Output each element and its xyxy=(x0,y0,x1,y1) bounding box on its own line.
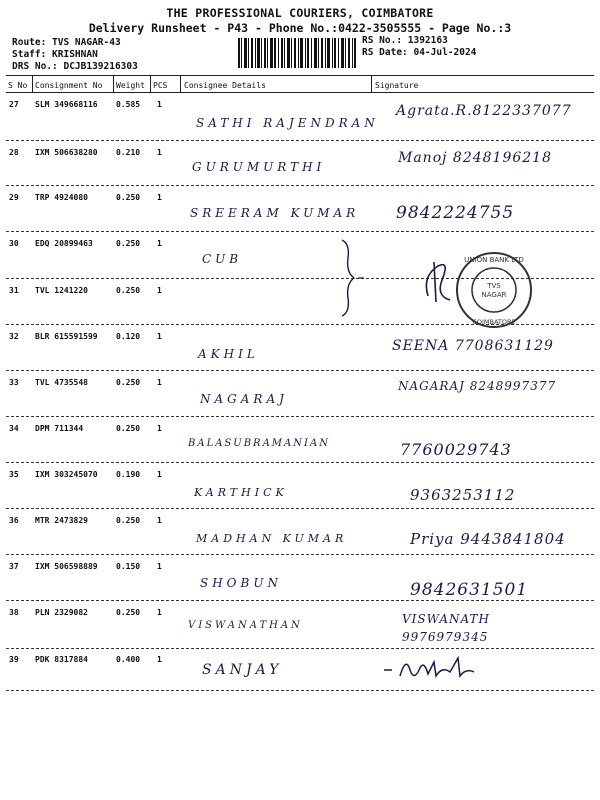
row-weight: 0.190 xyxy=(116,470,141,479)
row-pcs: 1 xyxy=(157,470,162,479)
row-consignee: CUB xyxy=(202,252,243,266)
row-weight: 0.250 xyxy=(116,424,141,433)
row-sno: 27 xyxy=(9,100,19,109)
row-sno: 36 xyxy=(9,516,19,525)
runsheet-subtitle: Delivery Runsheet - P43 - Phone No.:0422-3505555 - Page No.:3 xyxy=(88,21,512,35)
company-title: THE PROFESSIONAL COURIERS, COIMBATORE xyxy=(166,6,434,20)
row-weight: 0.210 xyxy=(116,148,141,157)
row-weight: 0.250 xyxy=(116,378,141,387)
row-sno: 37 xyxy=(9,562,19,571)
row-consignment: DPM 711344 xyxy=(35,424,84,433)
row-consignment: EDQ 20899463 xyxy=(35,239,93,248)
row-consignment: TVL 4735548 xyxy=(35,378,88,387)
svg-text:COIMBATORE: COIMBATORE xyxy=(472,318,516,326)
row-consignee: SANJAY xyxy=(202,662,283,678)
row-consignment: TRP 4924080 xyxy=(35,193,88,202)
row-consignee: GURUMURTHI xyxy=(192,160,326,174)
row-sno: 39 xyxy=(9,655,19,664)
row-pcs: 1 xyxy=(157,100,162,109)
row-divider xyxy=(6,690,594,691)
row-divider xyxy=(6,140,594,141)
signature-scribble xyxy=(380,652,490,684)
rs-number: RS No.: 1392163 xyxy=(362,35,448,46)
row-divider xyxy=(6,554,594,555)
col-sep xyxy=(113,75,114,92)
row-pcs: 1 xyxy=(157,608,162,617)
row-pcs: 1 xyxy=(157,286,162,295)
row-consignee: KARTHICK xyxy=(194,486,288,499)
row-sno: 28 xyxy=(9,148,19,157)
svg-text:NAGAR: NAGAR xyxy=(481,291,507,299)
drs-number: DRS No.: DCJB139216303 xyxy=(12,61,138,72)
row-consignee: MADHAN KUMAR xyxy=(196,532,348,545)
col-sep xyxy=(180,75,181,92)
col-pcs: PCS xyxy=(153,81,168,90)
row-consignment: PDK 8317884 xyxy=(35,655,88,664)
row-divider xyxy=(6,231,594,232)
row-sno: 38 xyxy=(9,608,19,617)
col-consignment: Consignment No xyxy=(35,81,103,90)
svg-text:TVS: TVS xyxy=(487,282,501,290)
row-pcs: 1 xyxy=(157,424,162,433)
row-consignment: IXM 506638280 xyxy=(35,148,98,157)
row-signature: Priya 9443841804 xyxy=(410,530,566,548)
row-signature: 9363253112 xyxy=(410,486,516,504)
row-weight: 0.250 xyxy=(116,239,141,248)
row-signature: 9842631501 xyxy=(410,580,529,600)
row-weight: 0.400 xyxy=(116,655,141,664)
row-signature: 9842224755 xyxy=(396,203,515,223)
row-weight: 0.250 xyxy=(116,193,141,202)
table-top-rule xyxy=(6,75,594,76)
row-sno: 32 xyxy=(9,332,19,341)
row-sno: 33 xyxy=(9,378,19,387)
row-sno: 35 xyxy=(9,470,19,479)
col-weight: Weight xyxy=(116,81,145,90)
row-signature: Agrata.R.8122337077 xyxy=(396,103,572,119)
row-consignment: IXM 506598889 xyxy=(35,562,98,571)
row-divider xyxy=(6,600,594,601)
row-sno: 34 xyxy=(9,424,19,433)
row-weight: 0.585 xyxy=(116,100,141,109)
row-signature: NAGARAJ 8248997377 xyxy=(398,379,557,393)
col-signature: Signature xyxy=(375,81,419,90)
row-consignment: MTR 2473829 xyxy=(35,516,88,525)
row-consignment: IXM 303245070 xyxy=(35,470,98,479)
row-consignee: VISWANATHAN xyxy=(188,620,303,631)
row-divider xyxy=(6,185,594,186)
row-pcs: 1 xyxy=(157,516,162,525)
rs-date: RS Date: 04-Jul-2024 xyxy=(362,47,477,58)
row-divider xyxy=(6,508,594,509)
row-sno: 31 xyxy=(9,286,19,295)
row-signature: VISWANATH 9976979345 xyxy=(402,612,491,644)
row-pcs: 1 xyxy=(157,562,162,571)
row-consignee: AKHIL xyxy=(198,347,259,361)
row-sno: 30 xyxy=(9,239,19,248)
col-sep xyxy=(371,75,372,92)
row-weight: 0.250 xyxy=(116,516,141,525)
row-signature: SEENA 7708631129 xyxy=(392,338,554,354)
row-consignee: NAGARAJ xyxy=(200,392,288,406)
row-consignee: SATHI RAJENDRAN xyxy=(196,116,379,130)
brace-mark xyxy=(336,238,366,318)
route-label: Route: TVS NAGAR-43 xyxy=(12,37,121,48)
row-consignment: PLN 2329082 xyxy=(35,608,88,617)
row-divider xyxy=(6,648,594,649)
col-sno: S No xyxy=(8,81,28,90)
row-consignee: BALASUBRAMANIAN xyxy=(188,438,330,449)
svg-text:UNION BANK LTD: UNION BANK LTD xyxy=(464,256,524,264)
row-pcs: 1 xyxy=(157,148,162,157)
header-bottom-rule xyxy=(6,92,594,93)
col-sep xyxy=(32,75,33,92)
row-consignment: BLR 615591599 xyxy=(35,332,98,341)
barcode xyxy=(238,38,356,68)
col-sep xyxy=(150,75,151,92)
row-divider xyxy=(6,416,594,417)
row-consignee: SREERAM KUMAR xyxy=(190,206,360,220)
row-divider xyxy=(6,462,594,463)
row-pcs: 1 xyxy=(157,239,162,248)
row-consignee: SHOBUN xyxy=(200,576,282,590)
bank-stamp xyxy=(454,250,534,330)
row-weight: 0.150 xyxy=(116,562,141,571)
row-sno: 29 xyxy=(9,193,19,202)
row-signature: Manoj 8248196218 xyxy=(398,150,552,166)
row-signature: 7760029743 xyxy=(400,440,512,459)
staff-label: Staff: KRISHNAN xyxy=(12,49,98,60)
row-weight: 0.250 xyxy=(116,286,141,295)
row-pcs: 1 xyxy=(157,332,162,341)
row-consignment: SLM 349668116 xyxy=(35,100,98,109)
col-consignee: Consignee Details xyxy=(184,81,266,90)
row-weight: 0.120 xyxy=(116,332,141,341)
row-pcs: 1 xyxy=(157,655,162,664)
row-weight: 0.250 xyxy=(116,608,141,617)
row-consignment: TVL 1241220 xyxy=(35,286,88,295)
row-pcs: 1 xyxy=(157,378,162,387)
row-pcs: 1 xyxy=(157,193,162,202)
row-divider xyxy=(6,370,594,371)
